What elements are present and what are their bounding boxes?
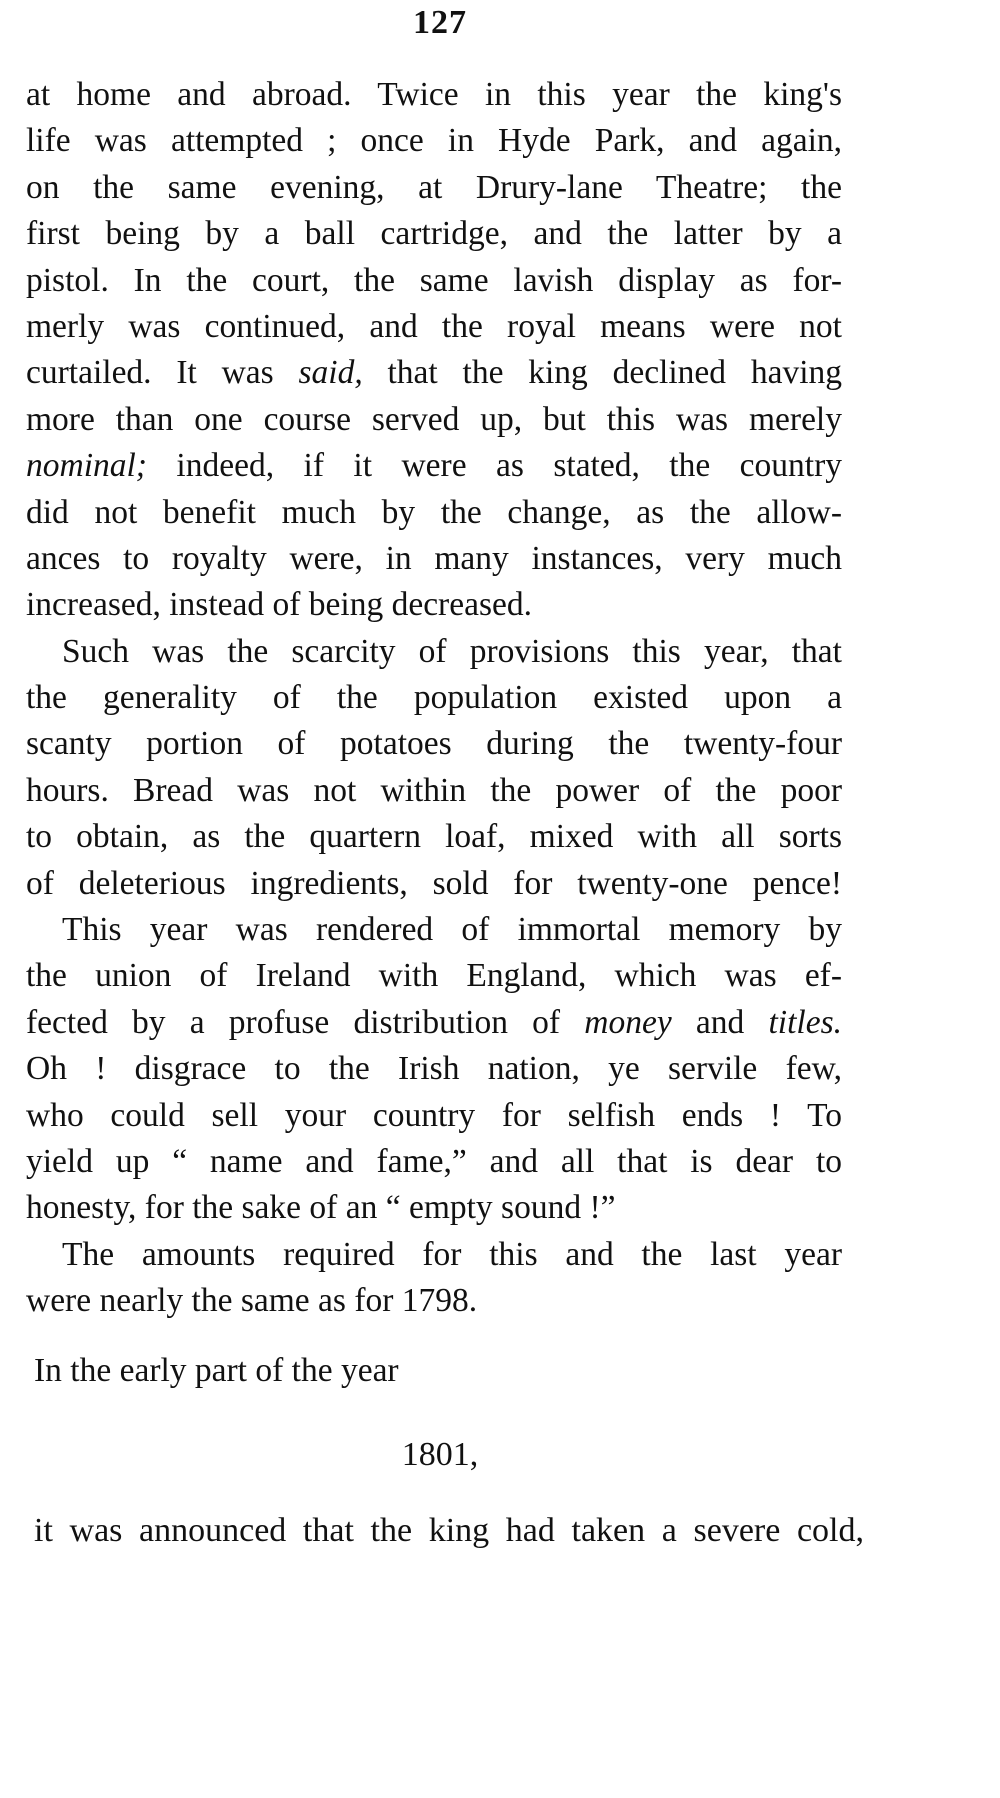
text-line: Such was the scarcity of provisions this year, that	[62, 632, 842, 670]
text-line: on the same evening, at Drury-lane Theatre; the	[26, 168, 842, 206]
year-heading: 1801,	[401, 1436, 479, 1473]
text-fragment: that the king declined having	[362, 354, 842, 392]
final-line: it was announced that the king had taken a severe cold,	[34, 1512, 864, 1549]
text-line: were nearly the same as for 1798.	[26, 1282, 478, 1320]
text-line: increased, instead of being decreased.	[26, 586, 532, 624]
page-number: 127	[413, 4, 467, 41]
text-line: who could sell your country for selfish ends ! To	[26, 1096, 842, 1134]
text-line: did not benefit much by the change, as the allow-	[26, 493, 842, 531]
text-line: the generality of the population existed upon a	[26, 679, 842, 717]
text-fragment: fected by a profuse distribution of	[26, 1003, 561, 1041]
text-line: ances to royalty were, in many instances, very much	[26, 539, 842, 577]
text-line: merly was continued, and the royal means were not	[26, 307, 842, 345]
text-line: This year was rendered of immortal memory by	[62, 911, 842, 949]
italic-word: said,	[298, 354, 363, 392]
text-line: scanty portion of potatoes during the twenty-four	[26, 725, 842, 763]
italic-word: titles.	[768, 1003, 842, 1041]
body-text	[26, 72, 842, 1325]
italic-word: money	[584, 1003, 672, 1041]
text-line: Oh ! disgrace to the Irish nation, ye servile few,	[26, 1050, 842, 1088]
text-line: the union of Ireland with England, which was ef-	[26, 957, 842, 995]
text-line: yield up “ name and fame,” and all that is dear to	[26, 1142, 842, 1180]
italic-word: nominal;	[26, 447, 147, 485]
text-line: first being by a ball cartridge, and the latter by a	[26, 215, 842, 253]
text-line: pistol. In the court, the same lavish display as for-	[26, 261, 842, 299]
intro-line: In the early part of the year	[34, 1352, 399, 1389]
text-line: The amounts required for this and the last year	[62, 1235, 842, 1273]
text-line: to obtain, as the quartern loaf, mixed with all sorts	[26, 818, 842, 856]
text-line: hours. Bread was not within the power of the poor	[26, 771, 842, 809]
text-line: at home and abroad. Twice in this year the king's	[26, 76, 842, 113]
text-line: honesty, for the sake of an “ empty sound !”	[26, 1189, 616, 1227]
text-line: life was attempted ; once in Hyde Park, and again,	[26, 122, 842, 160]
text-fragment: curtailed. It was	[26, 354, 274, 392]
text-line	[26, 350, 842, 396]
text-line: of deleterious ingredients, sold for twenty-one pence!	[26, 864, 842, 902]
text-line	[26, 443, 842, 489]
text-line	[26, 1000, 842, 1046]
text-line: more than one course served up, but this was merely	[26, 400, 842, 438]
text-fragment: and	[671, 1003, 769, 1041]
text-fragment: indeed, if it were as stated, the country	[146, 447, 842, 485]
